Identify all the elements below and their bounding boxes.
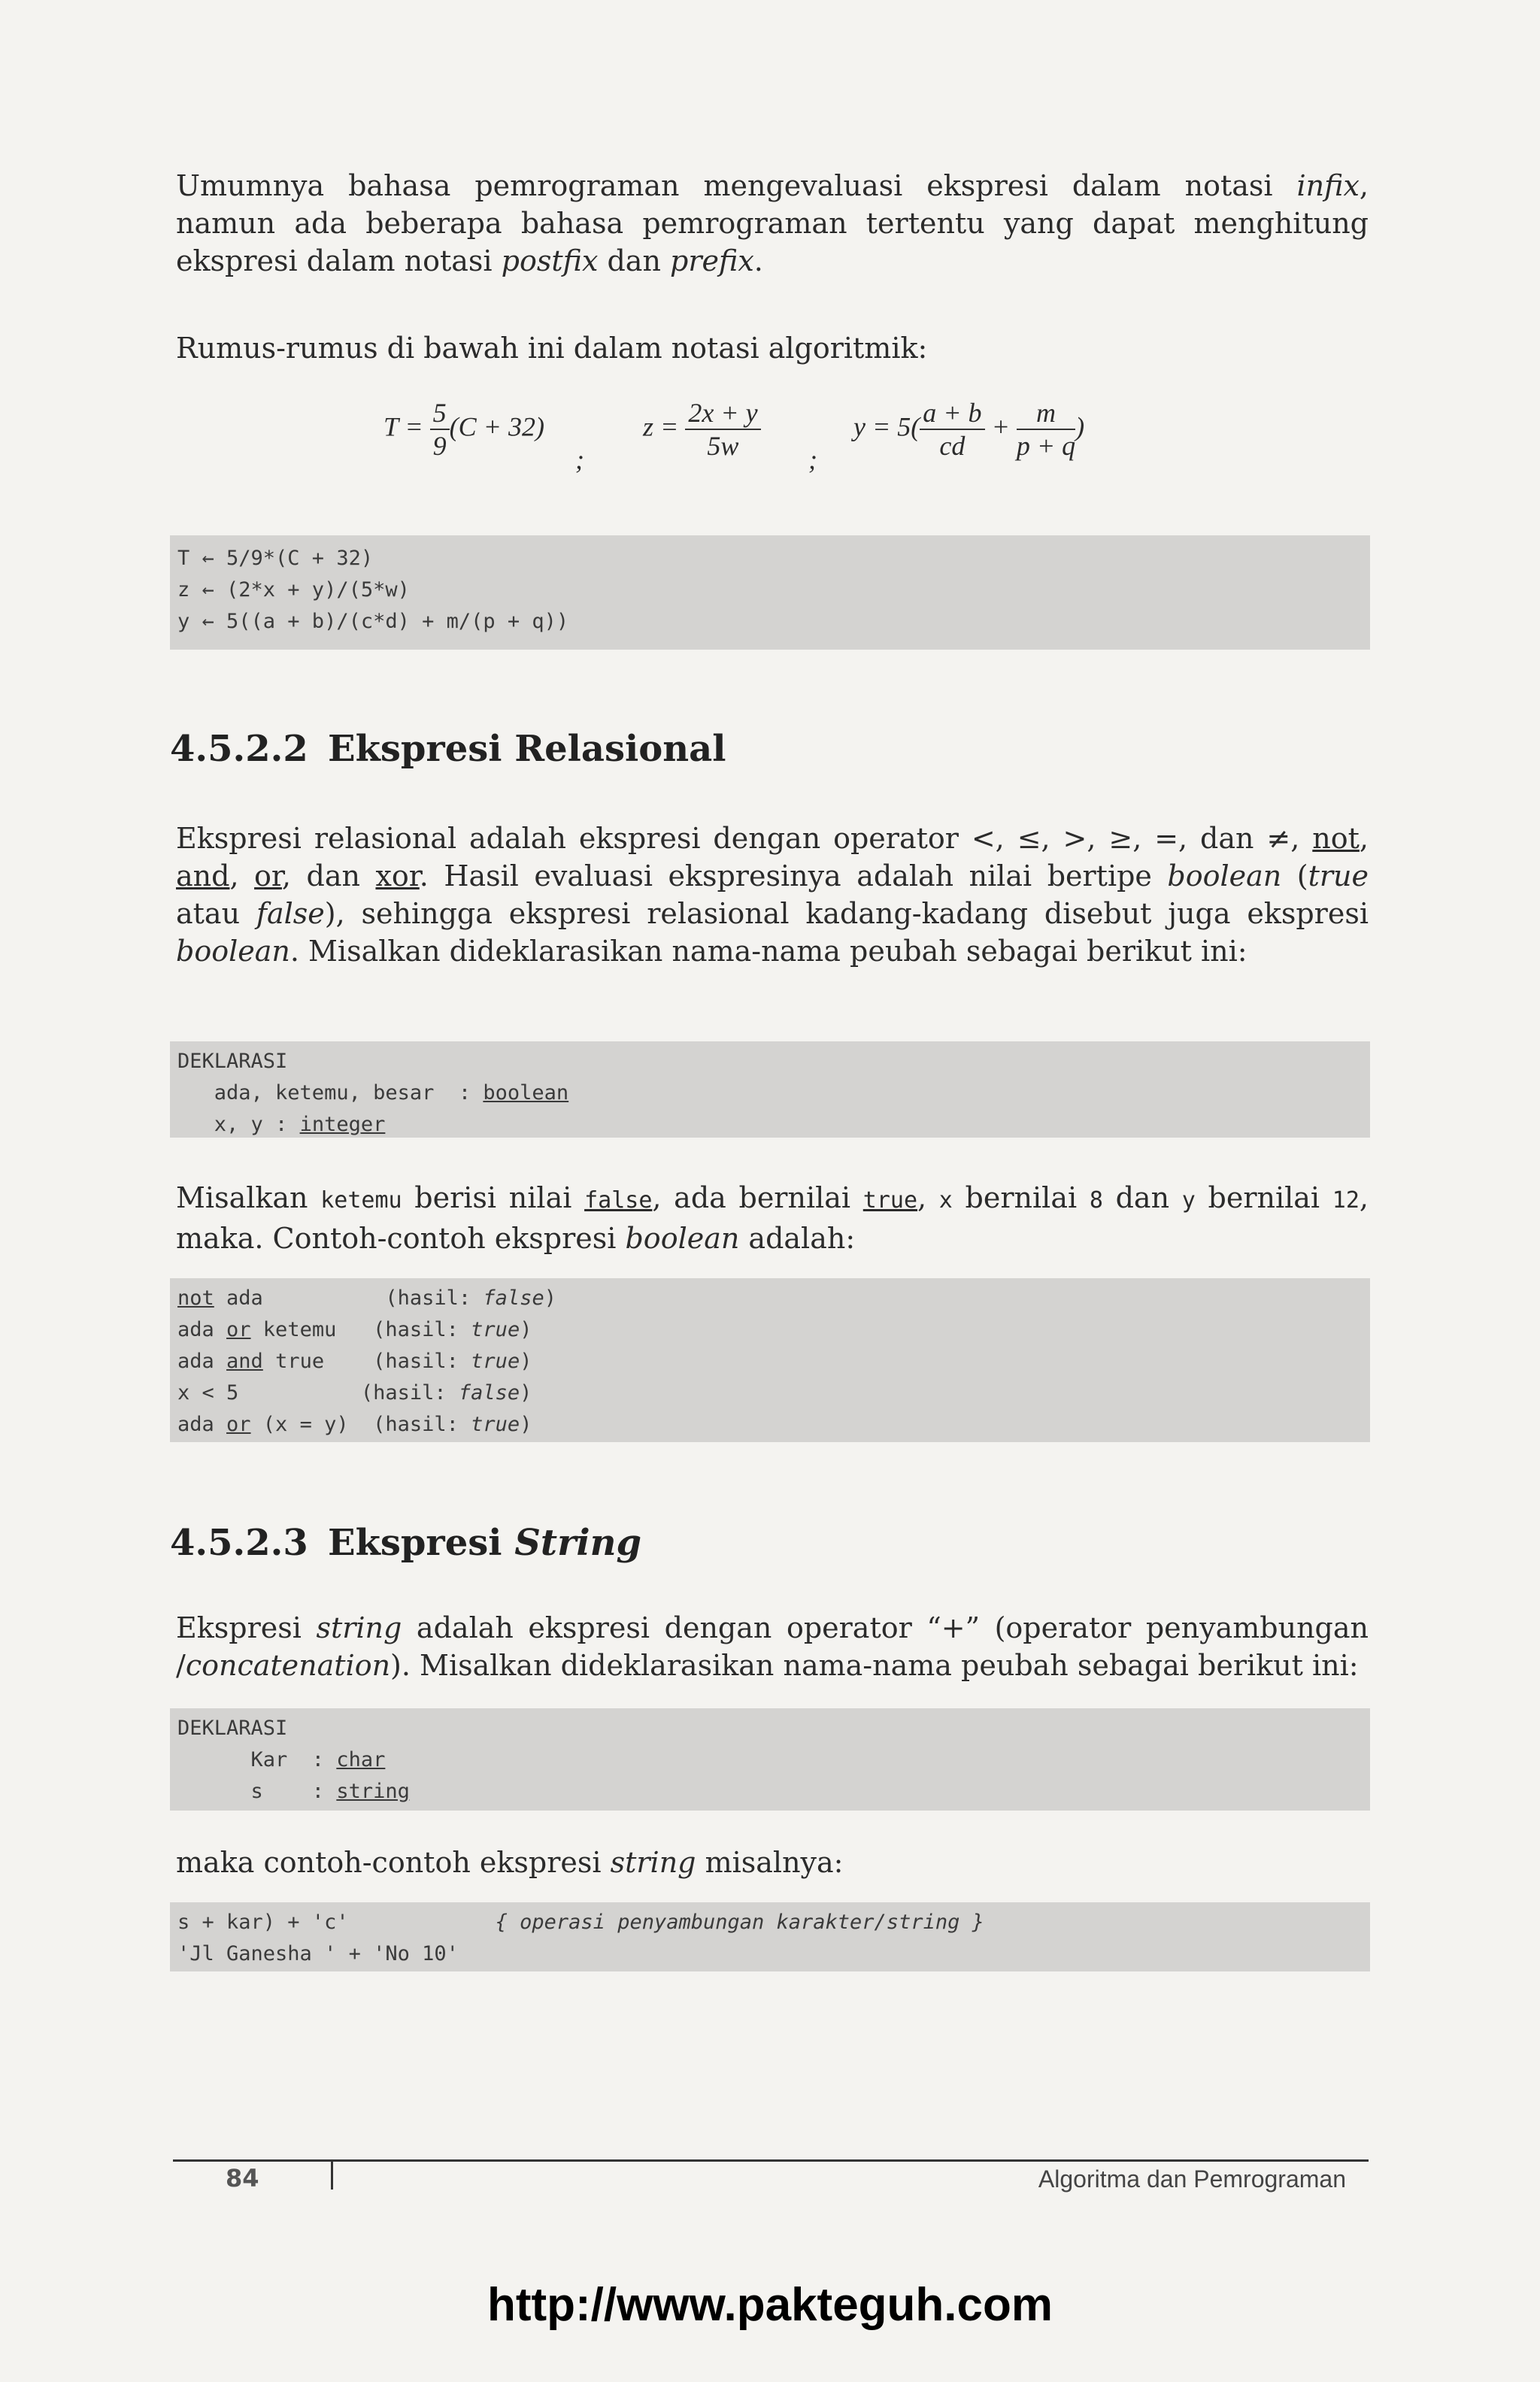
- code-line: ada and true (hasil: true): [177, 1350, 532, 1373]
- footer-divider: [331, 2159, 333, 2190]
- code-block-deklarasi-1: DEKLARASI ada, ketemu, besar : boolean x, y : integer: [170, 1041, 1370, 1138]
- book-title: Algoritma dan Pemrograman: [1038, 2165, 1346, 2193]
- footer-rule: [173, 2159, 1369, 2162]
- intro-text-3: dan: [598, 244, 671, 277]
- code-block-boolean-examples: [170, 1278, 1370, 1442]
- formula-y: y = 5( $\frac{a + b}{cd}$ + $\frac{m}{p + q}$ ): [853, 398, 1085, 461]
- page-number: 84: [226, 2164, 259, 2193]
- code-line: y ← 5((a + b)/(c*d) + m/(p + q)): [177, 610, 569, 633]
- relasional-paragraph: Ekspresi relasional adalah ekspresi dengan operator <, ≤, >, ≥, =, dan ≠, not, and, or, dan xor. Hasil evaluasi ekspresinya adalah nilai bertipe boolean (true atau false), sehingga ekspresi relasional kadang-kadang disebut juga ekspresi boolean. Misalkan dideklarasikan nama-nama peubah sebagai berikut ini:: [176, 822, 1369, 968]
- section-heading-relasional: 4.5.2.2 Ekspresi Relasional: [170, 728, 726, 770]
- code-line: s + kar) + 'c' { operasi penyambungan karakter/string }: [177, 1911, 984, 1934]
- code-block-string-examples: [170, 1902, 1370, 1971]
- string-paragraph: Ekspresi string adalah ekspresi dengan operator “+” (operator penyambungan /concatenation). Misalkan dideklarasikan nama-nama peubah sebagai berikut ini:: [176, 1611, 1369, 1682]
- watermark-url: http://www.pakteguh.com: [487, 2279, 1053, 2331]
- code-line: 'Jl Ganesha ' + 'No 10': [177, 1942, 459, 1965]
- formula-separator: ;: [575, 444, 584, 474]
- infix-term: infix: [1296, 169, 1360, 202]
- code-line: ada or ketemu (hasil: true): [177, 1318, 532, 1341]
- code-line: z ← (2*x + y)/(5*w): [177, 578, 410, 602]
- section-heading-string: 4.5.2.3 Ekspresi String: [170, 1522, 642, 1564]
- code-line: x < 5 (hasil: false): [177, 1381, 532, 1405]
- formula-t: T = $\frac{5}{9}$ (C + 32): [383, 398, 544, 461]
- code-line: not ada (hasil: false): [177, 1286, 556, 1310]
- maka-paragraph: maka contoh-contoh ekspresi string misalnya:: [176, 1846, 844, 1879]
- intro-text-1: Umumnya bahasa pemrograman mengevaluasi ekspresi dalam notasi: [176, 169, 1297, 202]
- misalkan-paragraph: Misalkan ketemu berisi nilai false, ada bernilai true, x bernilai 8 dan y bernilai 12, maka. Contoh-contoh ekspresi boolean adalah:: [176, 1181, 1369, 1255]
- intro-text-4: .: [753, 244, 763, 277]
- formula-separator: ;: [808, 444, 817, 474]
- postfix-term: postfix: [501, 244, 599, 277]
- rumus-intro: Rumus-rumus di bawah ini dalam notasi algoritmik:: [176, 332, 928, 365]
- prefix-term: prefix: [670, 244, 754, 277]
- math-formulas: [383, 391, 1211, 489]
- formula-z: z = $\frac{2x + y}{5w}$: [643, 397, 761, 462]
- code-line: T ← 5/9*(C + 32): [177, 547, 374, 570]
- intro-paragraph: [176, 167, 1369, 280]
- code-block-formulas: [170, 535, 1370, 650]
- intro-text-2: , namun ada beberapa bahasa pemrograman tertentu yang dapat menghitung ekspresi dalam notasi: [176, 169, 1369, 277]
- code-block-deklarasi-2: DEKLARASI Kar : char s : string: [170, 1708, 1370, 1811]
- code-line: ada or (x = y) (hasil: true): [177, 1413, 532, 1436]
